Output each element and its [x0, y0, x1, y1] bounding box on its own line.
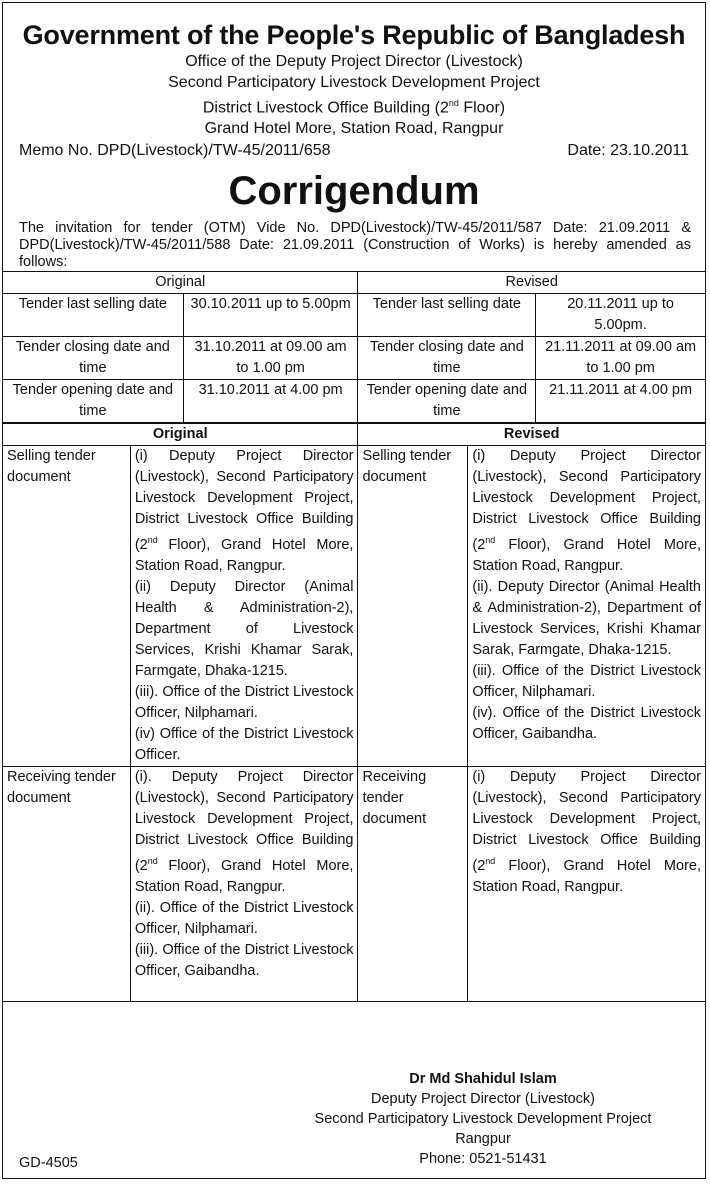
- intro-paragraph: The invitation for tender (OTM) Vide No. DPD(Livestock)/TW-45/2011/587 Date: 21.09.2011 & DPD(Livestock)/TW-45/2011/588 Date: 21.09.2011 (Construction of Works) is hereby amended as follows:: [19, 220, 691, 271]
- selling-label: Selling tender document: [3, 446, 131, 767]
- list-item: (ii) Deputy Director (Animal Health & Administration-2), Department of Livestock Services, Krishi Khamar Sarak, Farmgate, Dhaka-1215.: [134, 579, 354, 680]
- project-name: Second Participatory Livestock Development Project: [168, 74, 540, 91]
- corrigendum-notice: [2, 2, 706, 1179]
- original-header: Original: [3, 424, 358, 446]
- list-item: [135, 446, 354, 577]
- list-item: (iii). Office of the District Livestock Officer, Gaibandha.: [134, 941, 354, 979]
- revised-value: 20.11.2011 up to 5.00pm.: [536, 294, 706, 337]
- revised-header: Revised: [358, 272, 706, 294]
- row-label: Tender last selling date: [3, 294, 184, 337]
- ordinal-suffix: nd: [147, 856, 158, 867]
- original-value: 31.10.2011 at 4.00 pm: [183, 380, 358, 423]
- item-text: Floor), Grand Hotel More, Station Road, Rangpur.: [472, 857, 701, 895]
- table-header-row: [3, 424, 706, 446]
- list-item: [472, 767, 701, 898]
- government-title: Government of the People's Republic of Bangladesh: [22, 20, 686, 50]
- item-text: Floor), Grand Hotel More, Station Road, Rangpur.: [134, 537, 354, 575]
- list-item: (iv). Office of the District Livestock Officer, Gaibandha.: [472, 705, 701, 743]
- table-row: [3, 380, 706, 423]
- item-text: (i). Deputy Project Director (Livestock), Second Participatory Livestock Development Project, District Livestock Office Building (2: [134, 769, 354, 874]
- original-header: Original: [3, 272, 358, 294]
- receiving-label: Receiving tender document: [358, 767, 468, 1002]
- signatory-designation: Deputy Project Director (Livestock): [370, 1091, 595, 1107]
- letterhead: [3, 19, 705, 139]
- item-text: (i) Deputy Project Director (Livestock), Second Participatory Livestock Development Project, District Livestock Office Building (2: [472, 769, 701, 874]
- signatory-phone: Phone: 0521-51431: [419, 1151, 547, 1167]
- list-item: [472, 446, 701, 577]
- selling-original-list: [130, 446, 358, 767]
- selling-label: Selling tender document: [358, 446, 468, 767]
- row-label: Tender opening date and time: [3, 380, 184, 423]
- table-row: [3, 294, 706, 337]
- revised-header: Revised: [358, 424, 706, 446]
- receiving-revised-list: [468, 767, 706, 1002]
- ordinal-suffix: nd: [485, 856, 496, 867]
- table-row: [3, 446, 706, 767]
- item-text: Floor), Grand Hotel More, Station Road, Rangpur.: [134, 857, 354, 895]
- original-value: 31.10.2011 at 09.00 am to 1.00 pm: [183, 337, 358, 380]
- page-title: Corrigendum: [228, 169, 480, 214]
- original-value: 30.10.2011 up to 5.00pm: [183, 294, 358, 337]
- reference-code: GD-4505: [19, 1155, 78, 1171]
- memo-line: [3, 141, 705, 161]
- signatory-project: Second Participatory Livestock Development Project: [314, 1111, 652, 1127]
- revised-label: Tender opening date and time: [358, 380, 536, 423]
- list-item: (iii). Office of the District Livestock Officer, Nilphamari.: [472, 663, 701, 701]
- item-text: (i) Deputy Project Director (Livestock), Second Participatory Livestock Development Project, District Livestock Office Building (2: [134, 448, 354, 554]
- office-building: [3, 93, 705, 118]
- selling-revised-list: [468, 446, 706, 767]
- memo-date: Date: 23.10.2011: [567, 142, 689, 160]
- signatory-name: Dr Md Shahidul Islam: [409, 1071, 557, 1087]
- locations-table: [2, 423, 706, 1002]
- row-label: Tender closing date and time: [3, 337, 184, 380]
- revised-label: Tender closing date and time: [358, 337, 536, 380]
- list-item: (iii). Office of the District Livestock Officer, Nilphamari.: [134, 684, 354, 722]
- table-row: [3, 767, 706, 1002]
- receiving-label: Receiving tender document: [3, 767, 131, 1002]
- building-floor: Floor): [458, 99, 506, 117]
- revised-value: 21.11.2011 at 4.00 pm: [536, 380, 706, 423]
- building-text: District Livestock Office Building (2: [202, 99, 449, 117]
- revised-label: Tender last selling date: [358, 294, 536, 337]
- table-header-row: [3, 272, 706, 294]
- signatory-place: Rangpur: [455, 1131, 511, 1147]
- ordinal-suffix: nd: [485, 535, 496, 546]
- list-item: [135, 767, 354, 898]
- signature-block: [273, 1069, 693, 1169]
- receiving-original-list: [130, 767, 358, 1002]
- memo-number: Memo No. DPD(Livestock)/TW-45/2011/658: [19, 142, 331, 160]
- office-name: Office of the Deputy Project Director (Livestock): [185, 53, 523, 70]
- office-address: Grand Hotel More, Station Road, Rangpur: [204, 120, 504, 138]
- item-text: (i) Deputy Project Director (Livestock), Second Participatory Livestock Development Project, District Livestock Office Building (2: [472, 448, 701, 554]
- table-row: [3, 337, 706, 380]
- revised-value: 21.11.2011 at 09.00 am to 1.00 pm: [536, 337, 706, 380]
- ordinal-suffix: nd: [448, 98, 459, 108]
- list-item: (iv) Office of the District Livestock Officer.: [134, 726, 354, 764]
- item-text: Floor), Grand Hotel More, Station Road, Rangpur.: [472, 537, 701, 575]
- schedule-table: [2, 271, 706, 423]
- ordinal-suffix: nd: [147, 535, 158, 546]
- list-item: (ii). Office of the District Livestock Officer, Nilphamari.: [134, 899, 354, 937]
- list-item: (ii). Deputy Director (Animal Health & Administration-2), Department of Livestock Services, Krishi Khamar Sarak, Farmgate, Dhaka-1215.: [472, 579, 701, 659]
